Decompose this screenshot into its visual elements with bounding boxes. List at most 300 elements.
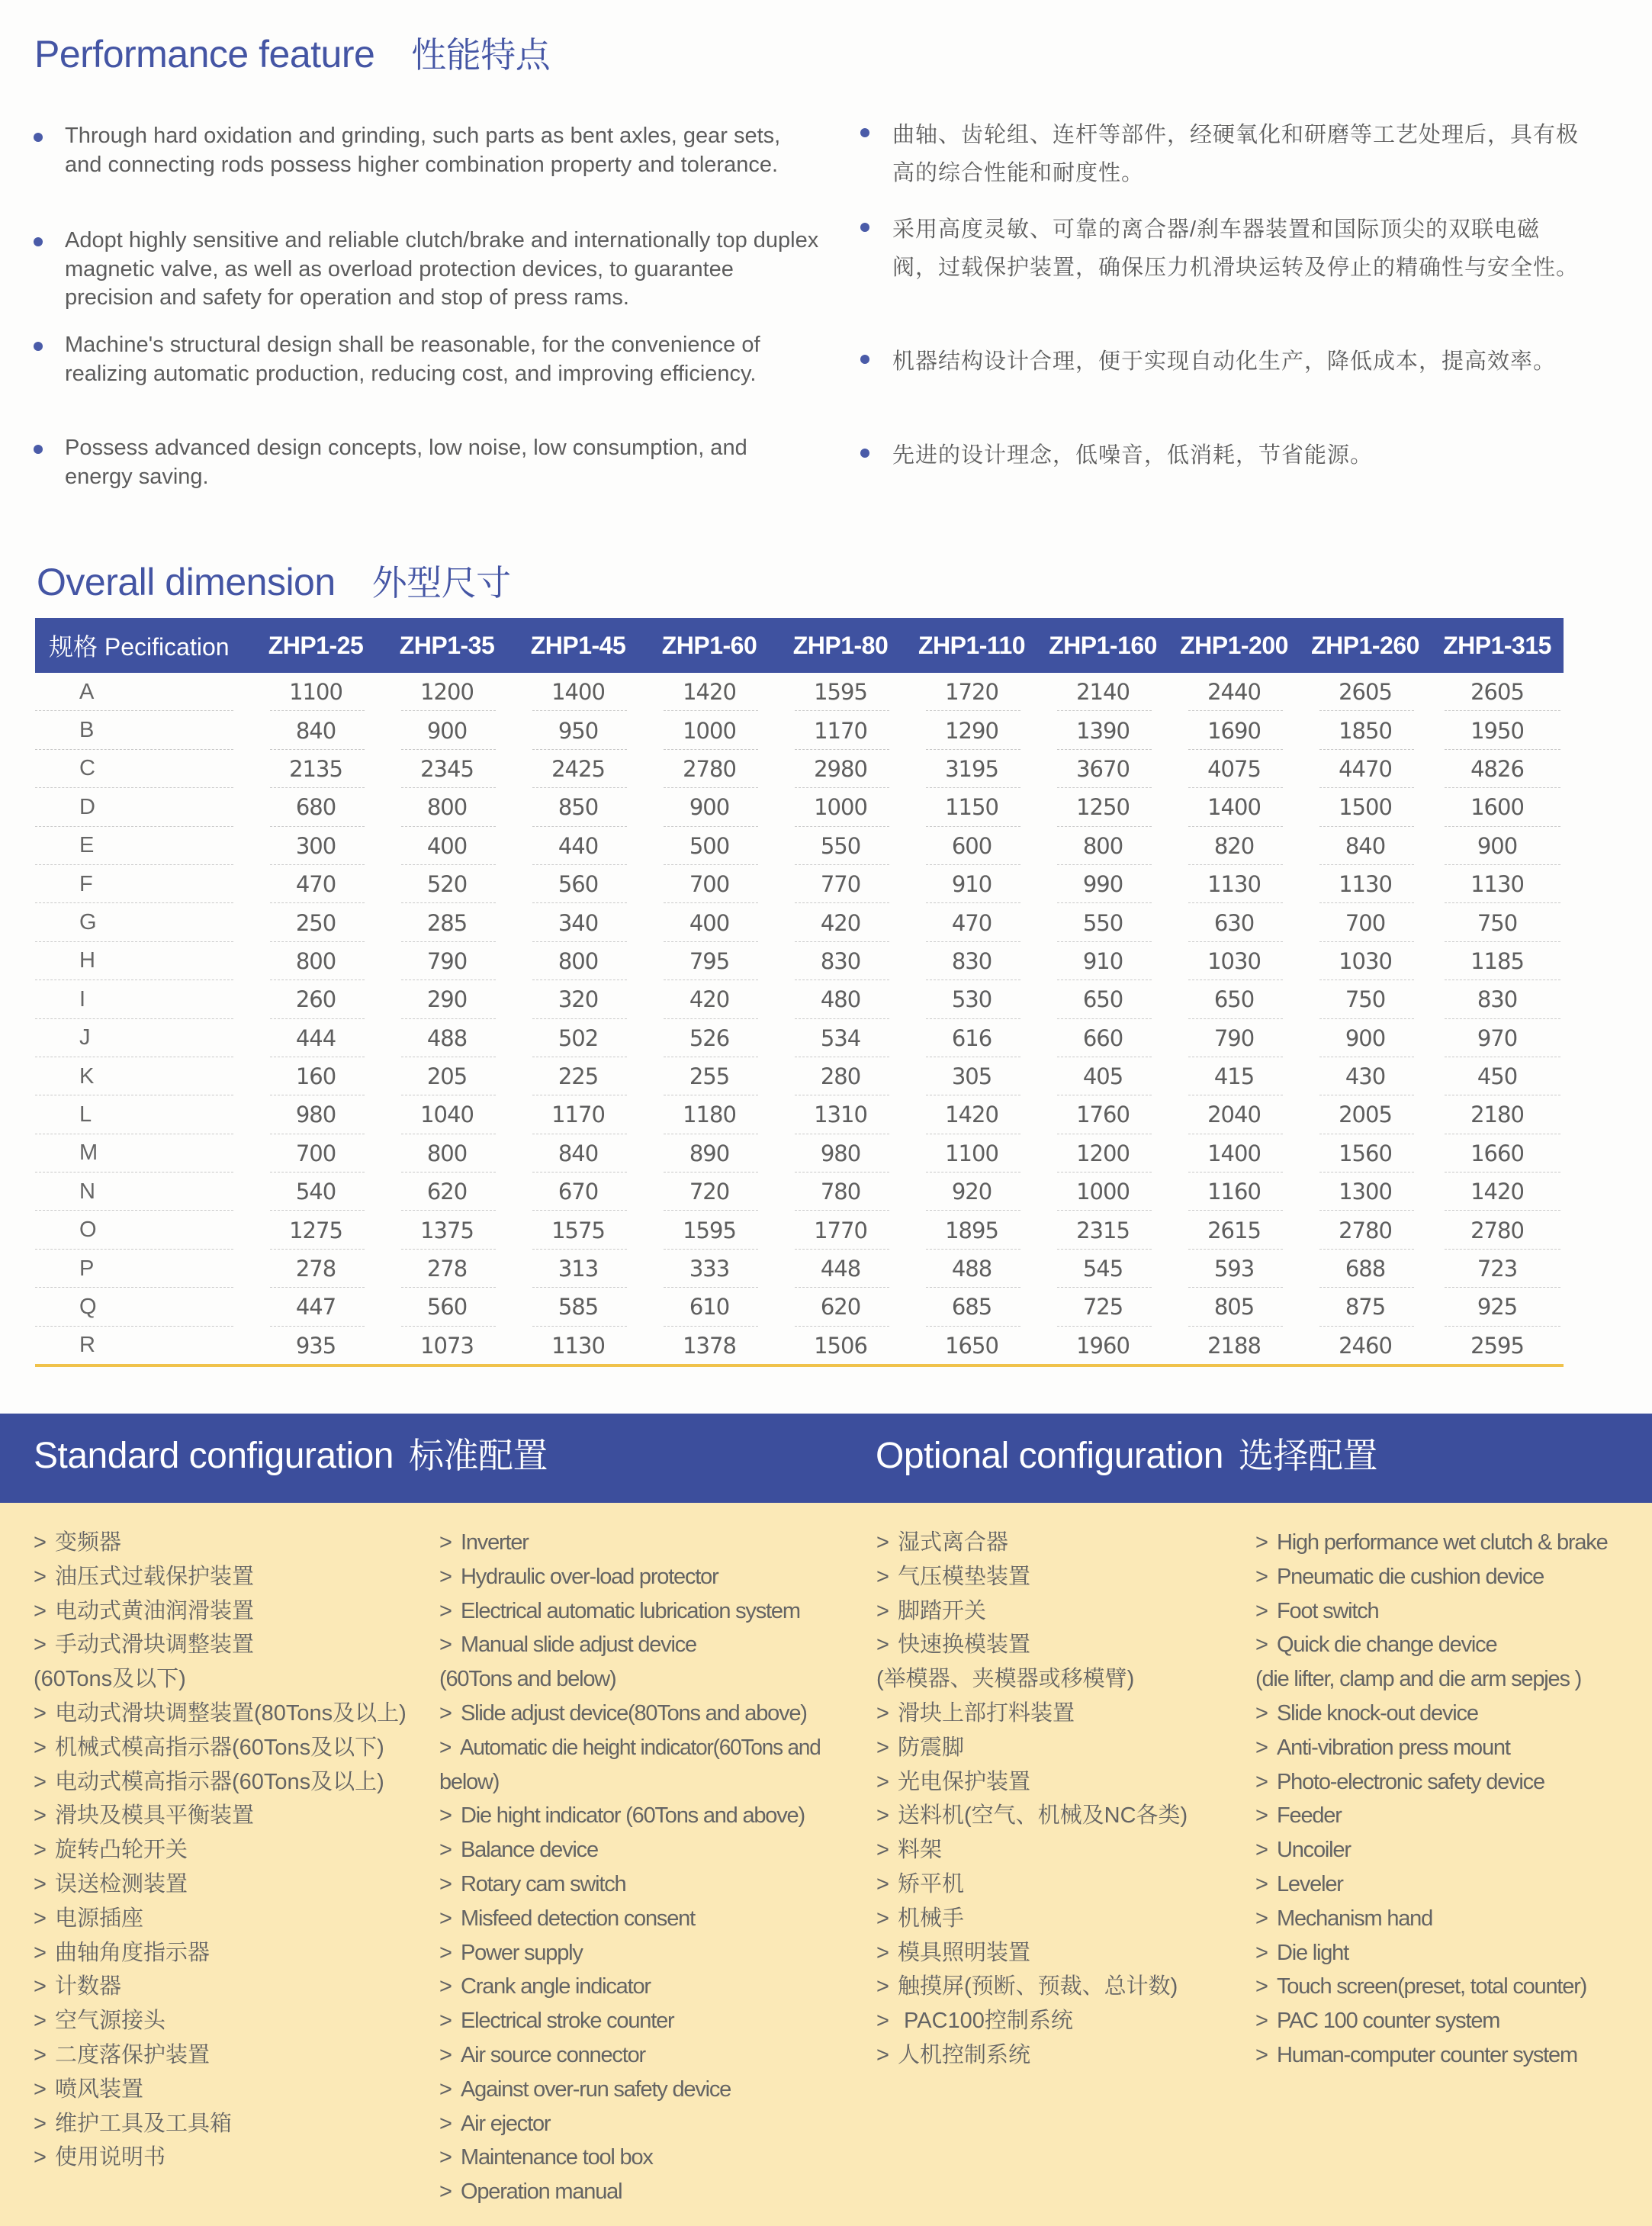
config-item — [1255, 2004, 1608, 2038]
config-item-text: 误送检测装置 — [55, 1871, 188, 1896]
chevron-right-icon: > — [439, 1633, 452, 1658]
chevron-right-icon: > — [439, 2076, 452, 2102]
chevron-right-icon: > — [34, 1940, 47, 1965]
table-cell: 1150 — [906, 788, 1037, 826]
config-item — [34, 2038, 407, 2073]
header-model: ZHP1-35 — [399, 631, 495, 659]
config-item-text: (60Tons及以下) — [34, 1667, 186, 1692]
config-item-text: 油压式过载保护装置 — [55, 1564, 255, 1589]
table-cell: 3670 — [1037, 750, 1168, 788]
table-row — [35, 865, 1564, 903]
standard-config-title-en: Standard configuration — [34, 1436, 394, 1476]
table-cell: 1180 — [644, 1095, 775, 1134]
config-item-text: Mechanism hand — [1277, 1906, 1433, 1931]
feature-text: 先进的设计理念，低噪音，低消耗，节省能源。 — [892, 443, 1374, 468]
table-cell: 1290 — [906, 711, 1037, 749]
chevron-right-icon: > — [439, 1906, 452, 1931]
config-item-text: Pneumatic die cushion device — [1277, 1564, 1544, 1589]
table-cell: 2605 — [1300, 673, 1431, 711]
row-label: N — [35, 1173, 250, 1211]
config-item-text: Inverter — [461, 1530, 529, 1555]
chevron-right-icon: > — [876, 1940, 889, 1965]
table-cell: 1275 — [250, 1211, 381, 1249]
chevron-right-icon: > — [34, 2145, 47, 2170]
config-item — [876, 1560, 1188, 1594]
config-item — [34, 1902, 407, 1936]
feature-text: Adopt highly sensitive and reliable clutch/brake and internationally top duplex magnetic valve, as well as overload protection devices, to guarantee precision and safety for operation and stop of press rams. — [65, 228, 819, 310]
feature-item — [860, 211, 1579, 287]
config-item — [876, 2038, 1188, 2073]
config-item-text: Misfeed detection consent — [461, 1906, 695, 1931]
row-label: D — [35, 788, 250, 826]
table-cell: 1895 — [906, 1211, 1037, 1249]
chevron-right-icon: > — [876, 1700, 889, 1726]
table-cell: 2595 — [1470, 1332, 1524, 1359]
table-cell: 285 — [381, 903, 513, 941]
config-item — [876, 1970, 1188, 2004]
table-cell: 2440 — [1168, 673, 1300, 711]
table-cell: 680 — [250, 788, 381, 826]
table-row — [35, 1327, 1564, 1365]
optional-config-list-en — [1255, 1526, 1608, 2073]
table-cell: 1420 — [906, 1095, 1037, 1134]
header-model: ZHP1-200 — [1180, 631, 1288, 659]
table-cell: 890 — [644, 1134, 775, 1173]
feature-item — [34, 331, 820, 388]
table-cell: 900 — [1431, 827, 1564, 865]
dimension-title-en: Overall dimension — [37, 561, 336, 603]
config-item — [439, 1628, 835, 1662]
config-item-text: Automatic die height indicator(60Tons and — [459, 1735, 821, 1760]
config-item — [439, 1697, 835, 1731]
bullet-icon — [34, 342, 43, 351]
config-item-text: 快速换模装置 — [898, 1633, 1031, 1658]
chevron-right-icon: > — [34, 2009, 47, 2034]
table-cell: 250 — [250, 903, 381, 941]
table-row — [35, 1211, 1564, 1249]
table-cell: 1130 — [1168, 865, 1300, 903]
config-item-text: Electrical stroke counter — [461, 2009, 674, 2034]
chevron-right-icon: > — [876, 2009, 889, 2034]
table-cell: 650 — [1037, 980, 1168, 1018]
table-cell: 800 — [513, 942, 644, 980]
table-cell: 1310 — [775, 1095, 906, 1134]
table-row — [35, 673, 1564, 711]
chevron-right-icon: > — [439, 1838, 452, 1863]
chevron-right-icon: > — [1255, 2009, 1268, 2034]
chevron-right-icon: > — [876, 1769, 889, 1794]
table-cell: 800 — [381, 1134, 513, 1173]
table-cell: 900 — [644, 788, 775, 826]
table-cell: 534 — [775, 1019, 906, 1057]
config-item-text: 光电保护装置 — [898, 1769, 1031, 1794]
chevron-right-icon: > — [876, 1530, 889, 1555]
table-cell: 1400 — [1168, 1134, 1300, 1173]
table-cell: 560 — [381, 1288, 513, 1326]
chevron-right-icon: > — [439, 1530, 452, 1555]
config-item — [876, 1628, 1188, 1662]
table-cell: 688 — [1300, 1250, 1431, 1288]
chevron-right-icon: > — [1255, 1735, 1268, 1760]
config-item — [1255, 1560, 1608, 1594]
table-cell: 1760 — [1037, 1095, 1168, 1134]
config-item-text: Photo-electronic safety device — [1277, 1769, 1544, 1794]
table-cell: 1073 — [420, 1332, 474, 1359]
config-item-text: 喷风装置 — [55, 2076, 144, 2102]
chevron-right-icon: > — [34, 1838, 47, 1863]
config-item — [1255, 1867, 1608, 1902]
row-label: H — [35, 942, 250, 980]
row-label: A — [35, 673, 250, 711]
table-cell: 530 — [906, 980, 1037, 1018]
bullet-icon — [860, 449, 869, 458]
config-item-text: (die lifter, clamp and die arm sepjes ) — [1255, 1667, 1582, 1692]
table-cell: 1595 — [775, 673, 906, 711]
table-cell: 448 — [775, 1250, 906, 1288]
chevron-right-icon: > — [34, 1700, 47, 1726]
table-cell: 950 — [513, 711, 644, 749]
standard-config-list-cn — [34, 1526, 407, 2175]
chevron-right-icon: > — [876, 1838, 889, 1863]
table-cell: 1950 — [1431, 711, 1564, 749]
config-item-text: 人机控制系统 — [898, 2042, 1031, 2067]
header-model: ZHP1-60 — [661, 631, 757, 659]
feature-item — [860, 116, 1579, 192]
config-item — [876, 1697, 1188, 1731]
chevron-right-icon: > — [439, 1974, 452, 1999]
feature-text: 机器结构设计合理，便于实现自动化生产，降低成本，提高效率。 — [892, 349, 1557, 374]
config-item-text: 空气源接头 — [55, 2009, 166, 2034]
table-cell: 1660 — [1431, 1134, 1564, 1173]
config-item — [439, 1970, 835, 2004]
table-row — [35, 711, 1564, 749]
table-cell: 980 — [250, 1095, 381, 1134]
chevron-right-icon: > — [439, 2042, 452, 2067]
config-item — [34, 1697, 407, 1731]
chevron-right-icon: > — [34, 1974, 47, 1999]
row-label: J — [35, 1019, 250, 1057]
table-cell: 1595 — [644, 1211, 775, 1249]
config-item — [1255, 2038, 1608, 2073]
table-cell: 790 — [1168, 1019, 1300, 1057]
config-item — [876, 1833, 1188, 1867]
chevron-right-icon: > — [1255, 1838, 1268, 1863]
table-row — [35, 750, 1564, 788]
table-cell: 1560 — [1300, 1134, 1431, 1173]
config-item-text: Leveler — [1277, 1871, 1343, 1896]
row-label: R — [79, 1333, 95, 1358]
table-cell: 1850 — [1300, 711, 1431, 749]
table-cell: 720 — [644, 1173, 775, 1211]
table-body — [35, 673, 1564, 1365]
config-item-text: 气压模垫装置 — [898, 1564, 1031, 1589]
table-cell: 820 — [1168, 827, 1300, 865]
table-cell: 800 — [381, 788, 513, 826]
config-item-text: Anti-vibration press mount — [1277, 1735, 1510, 1760]
config-item-text: 滑块及模具平衡装置 — [55, 1803, 255, 1829]
table-cell: 560 — [513, 865, 644, 903]
header-model: ZHP1-110 — [918, 631, 1026, 659]
config-item — [439, 1526, 835, 1560]
chevron-right-icon: > — [34, 1871, 47, 1896]
config-item-text: 防震脚 — [898, 1735, 965, 1760]
config-item — [34, 1765, 407, 1800]
config-item — [439, 1936, 835, 1970]
config-item-text: Operation manual — [461, 2179, 622, 2205]
table-cell: 160 — [250, 1057, 381, 1095]
config-item-continuation — [439, 1765, 835, 1800]
optional-config-title-cn: 选择配置 — [1238, 1436, 1377, 1475]
table-cell: 2315 — [1037, 1211, 1168, 1249]
table-row — [35, 1019, 1564, 1057]
table-cell: 830 — [906, 942, 1037, 980]
table-cell: 795 — [644, 942, 775, 980]
config-item — [439, 2107, 835, 2141]
table-cell: 502 — [513, 1019, 644, 1057]
chevron-right-icon: > — [439, 1700, 452, 1726]
config-item-text: 矫平机 — [898, 1871, 965, 1896]
config-item — [439, 1833, 835, 1867]
config-item — [439, 2004, 835, 2038]
table-cell: 500 — [644, 827, 775, 865]
chevron-right-icon: > — [1255, 1906, 1268, 1931]
table-cell: 840 — [513, 1134, 644, 1173]
table-cell: 1030 — [1168, 942, 1300, 980]
config-item-text: Quick die change device — [1277, 1633, 1497, 1658]
table-cell: 2140 — [1037, 673, 1168, 711]
table-cell: 1040 — [381, 1095, 513, 1134]
header-model: ZHP1-315 — [1443, 631, 1551, 659]
chevron-right-icon: > — [1255, 1598, 1268, 1623]
table-cell: 970 — [1431, 1019, 1564, 1057]
chevron-right-icon: > — [34, 2111, 47, 2136]
config-item-text: 维护工具及工具箱 — [55, 2111, 233, 2136]
config-item — [439, 1731, 821, 1765]
config-item-text: Manual slide adjust device — [461, 1633, 696, 1658]
table-cell: 840 — [250, 711, 381, 749]
table-cell: 2135 — [250, 750, 381, 788]
performance-title — [34, 27, 550, 78]
chevron-right-icon: > — [876, 1564, 889, 1589]
config-item-text: 电动式模高指示器(60Tons及以上) — [55, 1769, 384, 1794]
table-cell: 2005 — [1300, 1095, 1431, 1134]
table-cell: 1100 — [906, 1134, 1037, 1173]
table-cell: 620 — [381, 1173, 513, 1211]
table-cell: 900 — [381, 711, 513, 749]
config-item — [439, 1867, 835, 1902]
feature-item — [860, 436, 1579, 474]
feature-text: Machine's structural design shall be reasonable, for the convenience of realizing automatic production, reducing cost, and improving efficiency. — [65, 333, 760, 386]
config-item-text: 手动式滑块调整装置 — [55, 1633, 255, 1658]
table-cell: 610 — [644, 1288, 775, 1326]
config-item-text: Foot switch — [1277, 1598, 1379, 1623]
table-cell: 520 — [381, 865, 513, 903]
table-row — [35, 1288, 1564, 1326]
config-item-text: Maintenance tool box — [461, 2145, 653, 2170]
config-item — [34, 1936, 407, 1970]
table-cell: 225 — [513, 1057, 644, 1095]
chevron-right-icon: > — [876, 1598, 889, 1623]
table-cell: 1600 — [1431, 788, 1564, 826]
table-cell: 910 — [906, 865, 1037, 903]
optional-config-title-en: Optional configuration — [876, 1436, 1223, 1476]
config-item — [876, 1594, 1188, 1629]
table-cell: 630 — [1168, 903, 1300, 941]
chevron-right-icon: > — [1255, 1769, 1268, 1794]
config-item — [876, 1731, 1188, 1765]
chevron-right-icon: > — [34, 2042, 47, 2067]
config-item — [1255, 1936, 1608, 1970]
table-cell: 300 — [250, 827, 381, 865]
table-cell: 420 — [644, 980, 775, 1018]
config-item-text: 电源插座 — [55, 1906, 144, 1931]
table-cell: 2345 — [381, 750, 513, 788]
table-cell: 2980 — [775, 750, 906, 788]
config-item-text: (举模器、夹模器或移模臂) — [876, 1667, 1135, 1692]
table-cell: 685 — [906, 1288, 1037, 1326]
table-cell: 1390 — [1037, 711, 1168, 749]
config-item-text: 变频器 — [55, 1530, 122, 1555]
chevron-right-icon: > — [876, 1974, 889, 1999]
table-cell: 1185 — [1431, 942, 1564, 980]
table-row — [35, 1134, 1564, 1173]
table-cell: 700 — [644, 865, 775, 903]
table-cell: 1170 — [775, 711, 906, 749]
table-cell: 616 — [906, 1019, 1037, 1057]
config-item — [1255, 1833, 1608, 1867]
config-item — [439, 1594, 835, 1629]
table-cell: 935 — [295, 1332, 336, 1359]
table-cell: 800 — [250, 942, 381, 980]
table-row — [35, 942, 1564, 980]
config-item — [876, 1936, 1188, 1970]
table-cell: 290 — [381, 980, 513, 1018]
table-cell: 1770 — [775, 1211, 906, 1249]
config-item — [34, 1970, 407, 2004]
table-row — [35, 1057, 1564, 1095]
row-label: G — [35, 903, 250, 941]
config-item — [876, 1799, 1188, 1833]
table-cell: 305 — [906, 1057, 1037, 1095]
chevron-right-icon: > — [1255, 1803, 1268, 1829]
config-item-text: Air ejector — [461, 2111, 551, 2136]
config-item — [34, 1560, 407, 1594]
config-item — [34, 2141, 407, 2175]
row-label: B — [35, 711, 250, 749]
standard-config-list-en — [439, 1526, 835, 2209]
config-item — [1255, 1799, 1608, 1833]
table-row — [35, 1173, 1564, 1211]
config-item — [1255, 1628, 1608, 1662]
table-cell: 900 — [1300, 1019, 1431, 1057]
chevron-right-icon: > — [34, 1564, 47, 1589]
chevron-right-icon: > — [439, 1735, 452, 1760]
table-cell: 550 — [1037, 903, 1168, 941]
header-model: ZHP1-80 — [792, 631, 889, 659]
config-item-text: 触摸屏(预断、预裁、总计数) — [898, 1974, 1178, 1999]
config-item — [34, 1594, 407, 1629]
chevron-right-icon: > — [34, 1906, 47, 1931]
config-item-text: Touch screen(preset, total counter) — [1277, 1974, 1587, 1999]
table-cell: 545 — [1037, 1250, 1168, 1288]
table-cell: 470 — [906, 903, 1037, 941]
feature-item — [34, 434, 820, 491]
config-item — [439, 1902, 835, 1936]
config-item-text: 送料机(空气、机械及NC各类) — [898, 1803, 1188, 1829]
config-item-text: Slide adjust device(80Tons and above) — [461, 1700, 807, 1726]
table-cell: 750 — [1431, 903, 1564, 941]
table-cell: 280 — [775, 1057, 906, 1095]
config-item — [439, 2175, 835, 2209]
table-cell: 2188 — [1207, 1332, 1261, 1359]
config-item — [876, 1526, 1188, 1560]
table-cell: 875 — [1300, 1288, 1431, 1326]
chevron-right-icon: > — [1255, 1530, 1268, 1555]
table-cell: 470 — [250, 865, 381, 903]
table-cell: 2615 — [1168, 1211, 1300, 1249]
table-cell: 333 — [644, 1250, 775, 1288]
table-cell: 593 — [1168, 1250, 1300, 1288]
config-item — [1255, 1902, 1608, 1936]
feature-text: Possess advanced design concepts, low noise, low consumption, and energy saving. — [65, 436, 747, 489]
table-cell: 830 — [1431, 980, 1564, 1018]
config-item-text: 脚踏开关 — [898, 1598, 987, 1623]
config-item-continuation — [876, 1662, 1188, 1697]
table-cell: 313 — [513, 1250, 644, 1288]
feature-text: 采用高度灵敏、可靠的离合器/刹车器装置和国际顶尖的双联电磁阀，过载保护装置，确保压力机滑块运转及停止的精确性与安全性。 — [892, 217, 1580, 280]
table-cell: 925 — [1431, 1288, 1564, 1326]
bullet-icon — [34, 133, 43, 142]
table-cell: 920 — [906, 1173, 1037, 1211]
config-item-text: 二度落保护装置 — [55, 2042, 211, 2067]
table-cell: 910 — [1037, 942, 1168, 980]
table-cell: 850 — [513, 788, 644, 826]
config-item-text: Rotary cam switch — [461, 1871, 626, 1896]
header-model: ZHP1-260 — [1311, 631, 1419, 659]
config-item — [1255, 1731, 1608, 1765]
chevron-right-icon: > — [439, 1598, 452, 1623]
bullet-icon — [34, 445, 43, 454]
config-item-continuation — [1255, 1662, 1608, 1697]
config-item-text: High performance wet clutch & brake — [1277, 1530, 1608, 1555]
chevron-right-icon: > — [439, 1940, 452, 1965]
config-item-text: 使用说明书 — [55, 2145, 166, 2170]
table-cell: 1000 — [1037, 1173, 1168, 1211]
table-cell: 2605 — [1431, 673, 1564, 711]
table-cell: 278 — [381, 1250, 513, 1288]
config-item — [1255, 1970, 1608, 2004]
standard-config-title — [34, 1428, 548, 1478]
table-cell: 450 — [1431, 1057, 1564, 1095]
table-cell: 700 — [1300, 903, 1431, 941]
chevron-right-icon: > — [439, 2009, 452, 2034]
config-item-text: Power supply — [461, 1940, 583, 1965]
config-item-text: 湿式离合器 — [898, 1530, 1009, 1555]
bullet-icon — [860, 355, 869, 364]
chevron-right-icon: > — [1255, 1564, 1268, 1589]
chevron-right-icon: > — [439, 1871, 452, 1896]
table-cell: 1200 — [1037, 1134, 1168, 1173]
chevron-right-icon: > — [876, 1906, 889, 1931]
chevron-right-icon: > — [876, 1735, 889, 1760]
header-model: ZHP1-45 — [530, 631, 626, 659]
config-item-text: Slide knock-out device — [1277, 1700, 1478, 1726]
chevron-right-icon: > — [439, 2179, 452, 2205]
table-cell: 1650 — [945, 1332, 998, 1359]
chevron-right-icon: > — [1255, 1700, 1268, 1726]
table-cell: 1200 — [381, 673, 513, 711]
table-cell: 3195 — [906, 750, 1037, 788]
